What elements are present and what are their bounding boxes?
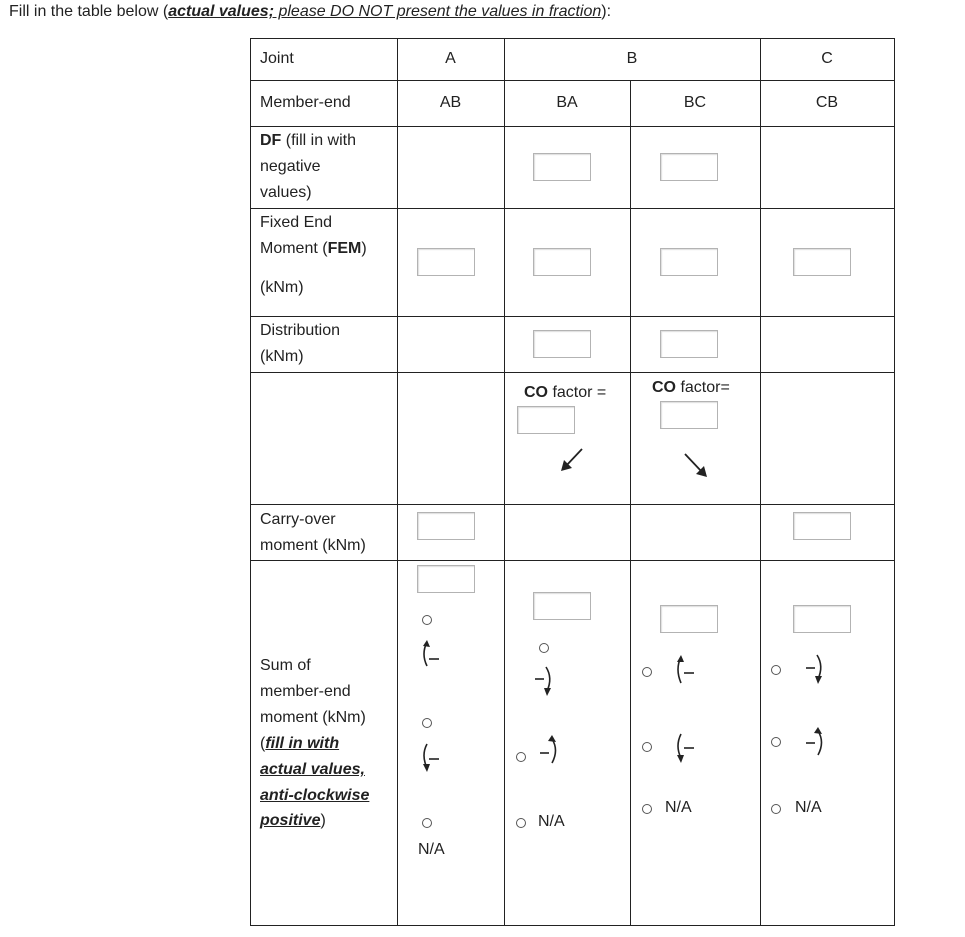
radio-button-icon[interactable] — [642, 742, 652, 752]
fem-line2b: ) — [361, 240, 367, 257]
co-factor-ba-label — [524, 380, 606, 406]
instruction-underlined: please DO NOT present the values in fraction — [274, 3, 602, 20]
sum-label-line1: Sum of — [260, 657, 311, 674]
dist-label-line1: Distribution — [260, 322, 341, 339]
co-factor-ba-input[interactable] — [517, 406, 575, 434]
sum-label-line6: anti-clockwise — [260, 787, 370, 804]
member-end-label: Member-end — [260, 94, 351, 111]
clockwise-moment-arrow-icon — [538, 733, 562, 767]
sum-label-line3: moment (kNm) — [260, 709, 366, 726]
co-factor-bc-input[interactable] — [660, 401, 718, 429]
grid-line — [250, 38, 895, 39]
na-bc: N/A — [665, 799, 692, 816]
grid-line — [894, 38, 895, 926]
co-factor-bc-rest: factor= — [676, 379, 730, 396]
df-label-line2: negative — [260, 158, 321, 175]
fem-bold: FEM — [327, 240, 362, 257]
carry-label-line1: Carry-over — [260, 511, 336, 528]
fem-label-line2 — [260, 236, 367, 262]
grid-line — [760, 38, 761, 926]
fem-ab-input[interactable] — [417, 248, 475, 276]
diagonal-down-left-arrow-icon — [558, 446, 586, 474]
radio-button-icon[interactable] — [422, 818, 432, 828]
joint-a-header: A — [445, 50, 456, 67]
co-factor-bc-label — [652, 375, 730, 401]
radio-button-icon[interactable] — [771, 665, 781, 675]
sum-cb-input[interactable] — [793, 605, 851, 633]
sum-line7-close: ) — [320, 812, 326, 829]
joint-c-header: C — [821, 50, 833, 67]
carry-cb-input[interactable] — [793, 512, 851, 540]
df-bc-input[interactable] — [660, 153, 718, 181]
radio-button-icon[interactable] — [642, 804, 652, 814]
fem-bc-input[interactable] — [660, 248, 718, 276]
radio-button-icon[interactable] — [771, 737, 781, 747]
grid-line — [250, 560, 895, 561]
sum-ab-input[interactable] — [417, 565, 475, 593]
df-ba-input[interactable] — [533, 153, 591, 181]
grid-line — [250, 126, 895, 127]
fem-ba-input[interactable] — [533, 248, 591, 276]
co-factor-ba-bold: CO — [524, 384, 548, 401]
sum-label-line7 — [260, 808, 326, 834]
na-ba: N/A — [538, 813, 565, 830]
anticlockwise-moment-arrow-icon — [672, 732, 696, 766]
grid-line — [250, 316, 895, 317]
radio-button-icon[interactable] — [771, 804, 781, 814]
radio-button-icon[interactable] — [539, 643, 549, 653]
clockwise-moment-arrow-icon — [804, 653, 828, 687]
radio-button-icon[interactable] — [642, 667, 652, 677]
instruction — [9, 3, 611, 21]
dist-bc-input[interactable] — [660, 330, 718, 358]
sum-line4: fill in with — [265, 735, 340, 752]
df-bold: DF — [260, 132, 282, 149]
co-factor-bc-bold: CO — [652, 379, 676, 396]
instruction-prefix: Fill in the table below ( — [9, 3, 169, 20]
member-bc-header: BC — [683, 94, 707, 111]
anticlockwise-moment-arrow-icon — [419, 640, 441, 674]
member-cb-header: CB — [815, 94, 839, 111]
grid-line — [250, 372, 895, 373]
fem-line2a: Moment ( — [260, 240, 328, 257]
fem-label-line1: Fixed End — [260, 214, 333, 231]
sum-label-line2: member-end — [260, 683, 351, 700]
radio-button-icon[interactable] — [516, 818, 526, 828]
dist-label-line2: (kNm) — [260, 348, 304, 365]
member-ba-header: BA — [556, 94, 578, 111]
co-factor-ba-rest: factor = — [548, 384, 607, 401]
grid-line — [504, 38, 505, 926]
na-cb: N/A — [795, 799, 822, 816]
df-label-line3: values) — [260, 184, 312, 201]
radio-button-icon[interactable] — [422, 718, 432, 728]
member-ab-header: AB — [439, 94, 462, 111]
df-label-line1 — [260, 128, 356, 154]
grid-line — [250, 925, 895, 926]
instruction-suffix: ): — [601, 3, 612, 20]
sum-line4-open: ( — [260, 735, 266, 752]
carry-ab-input[interactable] — [417, 512, 475, 540]
fem-cb-input[interactable] — [793, 248, 851, 276]
anticlockwise-moment-arrow-icon — [672, 655, 696, 689]
sum-label-line4 — [260, 731, 339, 757]
sum-label-line5: actual values, — [260, 761, 365, 778]
dist-ba-input[interactable] — [533, 330, 591, 358]
fem-unit: (kNm) — [260, 279, 304, 296]
anticlockwise-moment-arrow-icon — [419, 740, 441, 774]
radio-button-icon[interactable] — [422, 615, 432, 625]
instruction-bold: actual values; — [168, 3, 275, 20]
sum-bc-input[interactable] — [660, 605, 718, 633]
carry-label-line2: moment (kNm) — [260, 537, 366, 554]
clockwise-moment-arrow-icon — [804, 725, 828, 759]
na-ab: N/A — [418, 841, 445, 858]
diagonal-down-right-arrow-icon — [682, 451, 710, 479]
grid-line — [397, 38, 398, 926]
joint-label: Joint — [260, 50, 294, 67]
joint-b-header: B — [626, 50, 638, 67]
df-line1: (fill in with — [281, 132, 357, 149]
grid-line — [250, 208, 895, 209]
grid-line — [250, 80, 895, 81]
sum-line7: positive — [260, 812, 321, 829]
grid-line — [250, 504, 895, 505]
clockwise-moment-arrow-icon — [533, 665, 557, 699]
grid-line — [630, 80, 631, 926]
radio-button-icon[interactable] — [516, 752, 526, 762]
sum-ba-input[interactable] — [533, 592, 591, 620]
grid-line — [250, 38, 251, 926]
